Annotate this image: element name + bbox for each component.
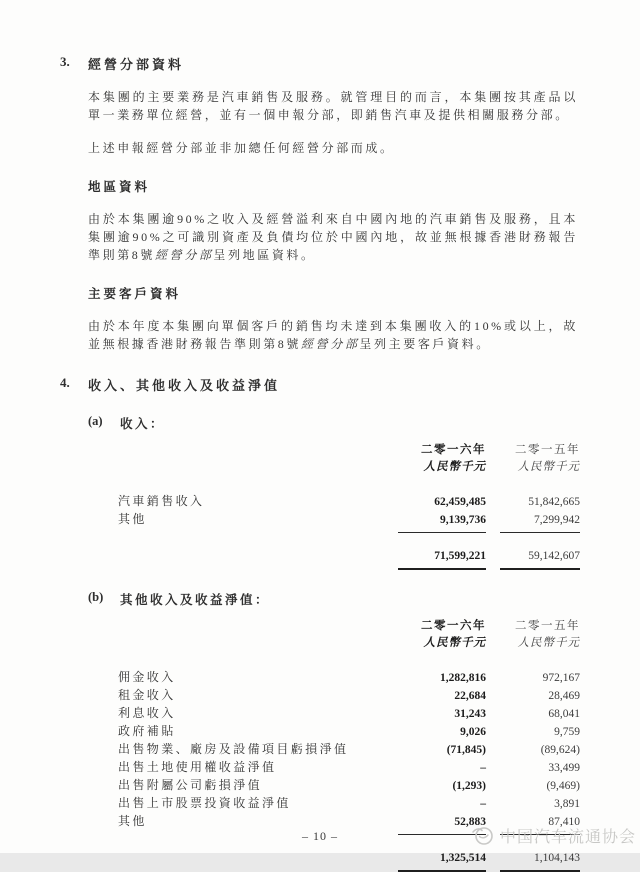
revenue-table-body [118, 493, 580, 570]
section-3-number: 3. [60, 54, 70, 69]
table-row: 佣金收入 1,282,816 972,167 [118, 670, 580, 684]
unit-2016-header: 人民幣千元 [423, 637, 486, 649]
section-3-heading [60, 54, 580, 73]
revenue-table-year-header [118, 442, 580, 459]
page-content [60, 54, 580, 872]
geographic-info-paragraph [88, 210, 578, 264]
subsection-b-title: 其他收入及收益淨值： [120, 593, 271, 607]
major-customer-paragraph [88, 317, 578, 353]
table-row: 出售上市股票投資收益淨值 – 3,891 [118, 796, 580, 810]
watermark [471, 824, 636, 847]
customer-text: 由於本年度本集團向單個客戶的銷售均未達到本集團收入的10%或以上，故並無根據香港財務報告準則第8號 [88, 319, 578, 351]
section-3-paragraph-2: 上述申報經營分部並非加總任何經營分部而成。 [88, 141, 395, 155]
table-row: 出售物業、廠房及設備項目虧損淨值 (71,845) (89,624) [118, 742, 580, 756]
table-row: 汽車銷售收入 62,459,485 51,842,665 [118, 494, 580, 508]
section-4-number: 4. [60, 375, 70, 390]
geo-text-italic: 經營分部 [155, 248, 214, 262]
other-income-unit-header [118, 635, 580, 652]
section-3-paragraph-1: 本集團的主要業務是汽車銷售及服務。就管理目的而言，本集團按其產品以單一業務單位經營，並有一個申報分部，即銷售汽車及提供相關服務分部。 [88, 90, 578, 122]
year-2016-header: 二零一六年 [421, 620, 486, 632]
subsection-a-label: (a) [88, 414, 103, 428]
table-row: 利息收入 31,243 68,041 [118, 706, 580, 720]
subsection-a-heading [88, 414, 578, 432]
table-row: 出售附屬公司虧損淨值 (1,293) (9,469) [118, 778, 580, 792]
table-row: 出售土地使用權收益淨值 – 33,499 [118, 760, 580, 774]
page-number: – 10 – [302, 829, 338, 843]
revenue-table [118, 442, 580, 570]
table-row: 租金收入 22,684 28,469 [118, 688, 580, 702]
table-row: 其他 9,139,736 7,299,942 [118, 511, 580, 533]
watermark-text: 中国汽车流通协会 [499, 829, 636, 846]
subsection-b-label: (b) [88, 590, 104, 604]
unit-2015-header: 人民幣千元 [517, 461, 580, 473]
section-3-title: 經營分部資料 [88, 57, 185, 72]
customer-text-end: 呈列主要客戶資料。 [359, 337, 491, 351]
other-income-total-row: 1,325,514 1,104,143 [118, 850, 580, 872]
geo-text: 由於本集團逾90%之收入及經營溢利來自中國內地的汽車銷售及服務，且本集團逾90%之可識別資產及負債均位於中國內地，故並無根據香港財務報告準則第8號 [88, 212, 578, 262]
section-4-title: 收入、其他收入及收益淨值 [88, 378, 281, 393]
unit-2015-header: 人民幣千元 [517, 637, 580, 649]
year-2016-header: 二零一六年 [421, 444, 486, 456]
year-2015-header: 二零一五年 [515, 620, 580, 632]
unit-2016-header: 人民幣千元 [423, 461, 486, 473]
other-income-year-header [118, 618, 580, 635]
revenue-total-row: 71,599,221 59,142,607 [118, 548, 580, 570]
year-2015-header: 二零一五年 [515, 444, 580, 456]
table-row: 政府補貼 9,026 9,759 [118, 724, 580, 738]
subsection-a-title: 收入： [120, 417, 166, 431]
cada-logo-icon [471, 825, 495, 847]
major-customer-subheading: 主要客戶資料 [88, 287, 182, 301]
geo-text-end: 呈列地區資料。 [213, 248, 316, 262]
geographic-info-subheading: 地區資料 [88, 180, 151, 194]
section-4-heading [60, 375, 580, 394]
subsection-b-heading [88, 590, 578, 608]
revenue-table-unit-header [118, 459, 580, 476]
table-row: 其他 52,883 87,410 [118, 813, 580, 835]
customer-text-italic: 經營分部 [301, 337, 360, 351]
